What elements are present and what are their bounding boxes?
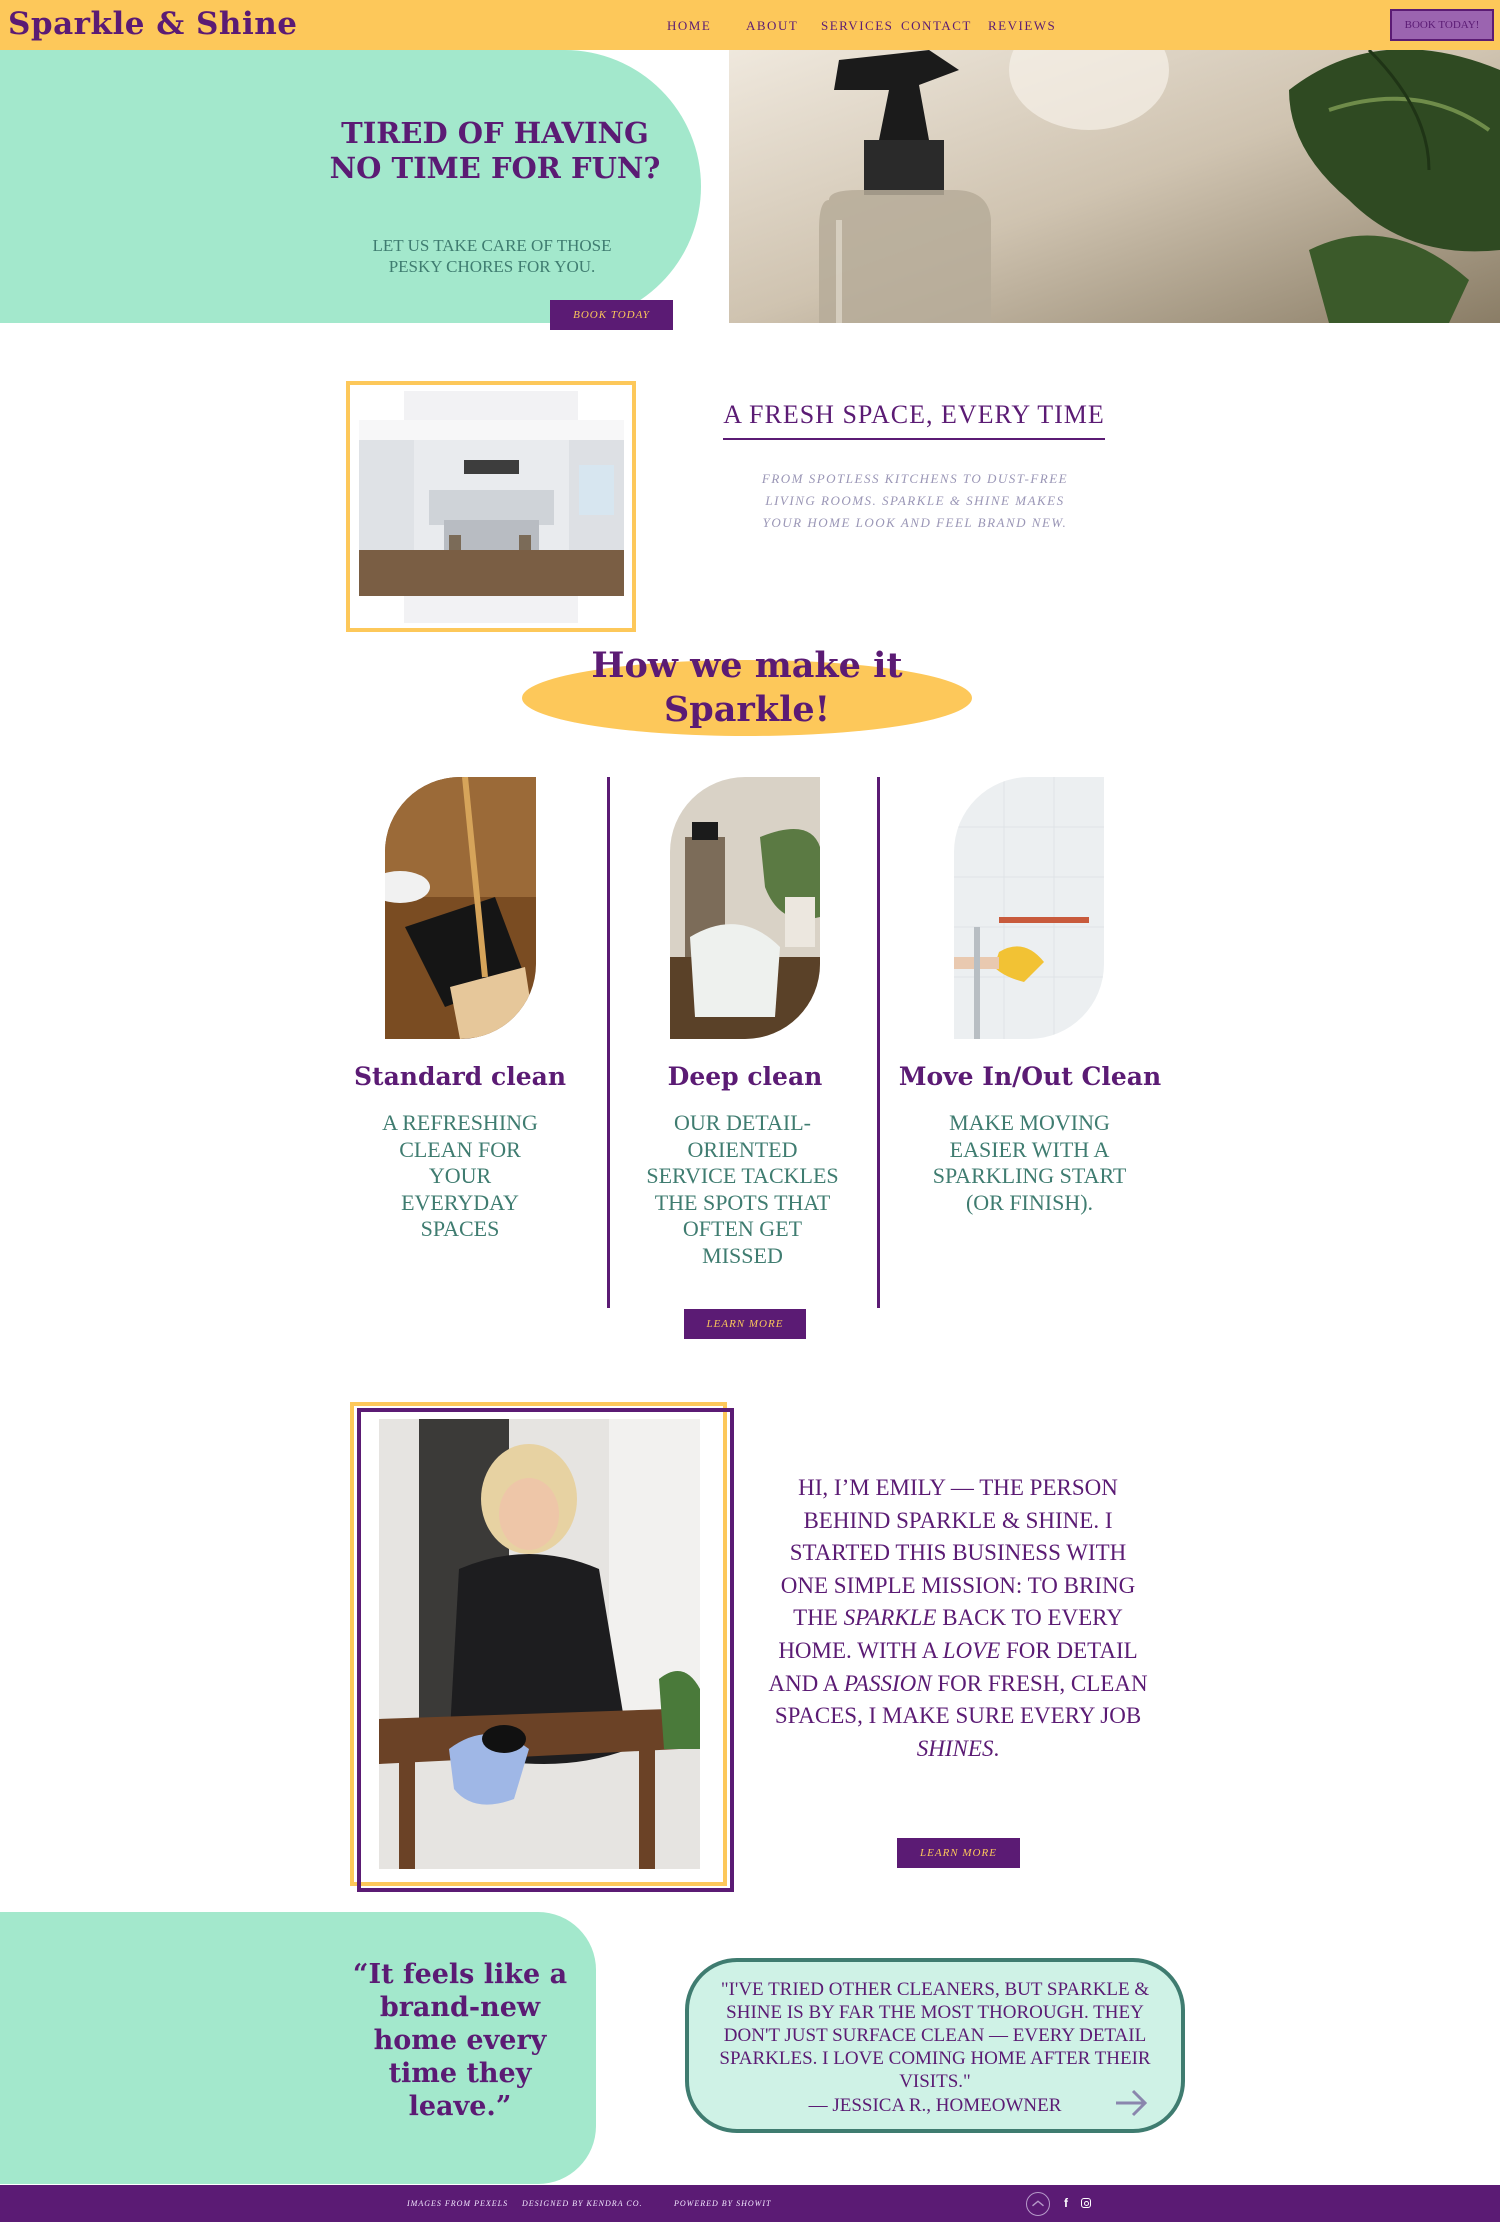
about-emphasis-shines: SHINES	[916, 1735, 994, 1761]
about-emphasis-love: LOVE	[942, 1637, 1001, 1663]
emily-cleaning-photo	[379, 1419, 700, 1869]
about-line-6: FOR DETAIL AND A	[768, 1637, 1138, 1696]
brand-logo[interactable]: Sparkle & Shine	[8, 6, 298, 42]
service-desc-deep: OUR DETAIL-ORIENTED SERVICE TACKLES THE SPOTS THAT OFTEN GET MISSED	[646, 1110, 839, 1268]
nav-about[interactable]: ABOUT	[746, 18, 799, 33]
title-underline	[723, 438, 1105, 440]
footer-designer-credit[interactable]: DESIGNED BY KENDRA CO.	[522, 2199, 643, 2208]
instagram-icon[interactable]	[1081, 2198, 1091, 2208]
about-intro-text	[768, 1472, 1148, 1765]
about-emphasis-passion: PASSION	[843, 1670, 932, 1696]
nav-contact[interactable]: CONTACT	[901, 18, 972, 33]
service-divider	[877, 777, 880, 1308]
standard-clean-photo	[385, 777, 536, 1039]
service-title-deep: Deep clean	[667, 1062, 823, 1091]
about-line-5: WITH A	[857, 1637, 943, 1663]
fresh-space-title: A FRESH SPACE, EVERY TIME	[723, 400, 1105, 429]
facebook-icon[interactable]: f	[1064, 2196, 1068, 2210]
services-learn-more-button[interactable]: LEARN MORE	[684, 1309, 806, 1339]
service-divider	[607, 777, 610, 1308]
hero-subheadline: LET US TAKE CARE OF THOSE PESKY CHORES FOR YOU.	[372, 236, 612, 276]
book-today-header-button[interactable]: BOOK TODAY!	[1390, 9, 1494, 41]
nav-services[interactable]: SERVICES	[821, 18, 894, 33]
deep-clean-photo	[670, 777, 820, 1039]
about-emphasis-sparkle: SPARKLE	[843, 1605, 937, 1631]
footer-images-credit[interactable]: IMAGES FROM PEXELS	[407, 2199, 509, 2208]
service-title-standard: Standard clean	[353, 1062, 566, 1091]
nav-reviews[interactable]: REVIEWS	[988, 18, 1057, 33]
about-line-7: FOR FRESH, CLEAN SPACES, I MAKE SURE EVERY JOB	[774, 1670, 1148, 1729]
service-desc-move: MAKE MOVING EASIER WITH A SPARKLING START (OR FINISH).	[932, 1110, 1127, 1215]
chevron-up-icon[interactable]	[1026, 2192, 1050, 2216]
testimonial-author: — JESSICA R., HOMEOWNER	[808, 2095, 1062, 2116]
about-line-3: TO BRING THE	[793, 1572, 1136, 1631]
move-clean-photo	[954, 777, 1104, 1039]
about-line-2: I STARTED THIS BUSINESS WITH ONE SIMPLE MISSION:	[780, 1507, 1127, 1598]
arrow-right-icon[interactable]	[1113, 2088, 1149, 2118]
kitchen-photo	[359, 420, 624, 596]
services-title: How we make it Sparkle!	[591, 645, 903, 730]
hero-headline: TIRED OF HAVING NO TIME FOR FUN?	[329, 116, 661, 185]
about-learn-more-button[interactable]: LEARN MORE	[897, 1838, 1020, 1868]
hero-book-today-button[interactable]: BOOK TODAY	[550, 300, 673, 330]
footer-powered-by[interactable]: POWERED BY SHOWIT	[674, 2199, 772, 2208]
about-line-4: BACK TO EVERY HOME.	[778, 1605, 1123, 1663]
about-line-1: HI, I’M EMILY — THE PERSON BEHIND SPARKLE & SHINE.	[798, 1475, 1118, 1533]
fresh-space-description: FROM SPOTLESS KITCHENS TO DUST-FREE LIVING ROOMS. SPARKLE & SHINE MAKES YOUR HOME LOOK AND FEEL BRAND NEW.	[761, 471, 1069, 530]
nav-home[interactable]: HOME	[667, 18, 712, 33]
service-title-move: Move In/Out Clean	[898, 1062, 1162, 1091]
testimonial-headline: “It feels like a brand-new home every time they leave.”	[352, 1959, 568, 2122]
hero-spray-bottle-photo	[729, 50, 1500, 323]
hero-background-shape	[0, 50, 701, 323]
service-desc-standard: A REFRESHING CLEAN FOR YOUR EVERYDAY SPACES	[382, 1110, 538, 1241]
about-line-8: .	[993, 1735, 1000, 1761]
testimonial-quote: "I'VE TRIED OTHER CLEANERS, BUT SPARKLE & SHINE IS BY FAR THE MOST THOROUGH. THEY DON'T JUST SURFACE CLEAN — EVERY DETAIL SPARKLES. I LOVE COMING HOME AFTER THEIR VISITS."	[719, 1979, 1151, 2092]
